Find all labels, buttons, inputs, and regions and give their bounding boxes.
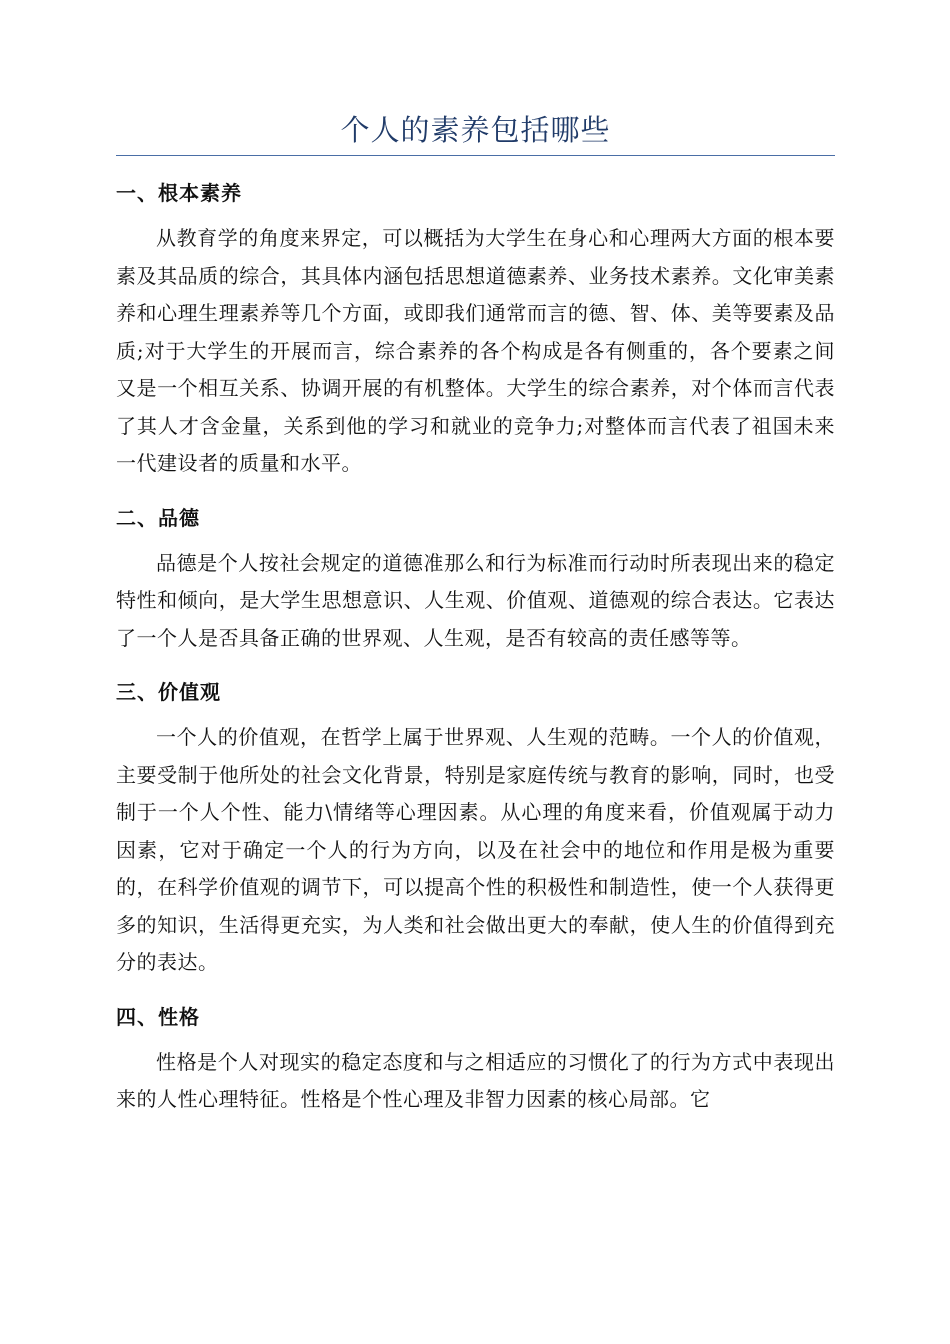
section-morality [116,505,835,658]
section-heading: 二、品德 [116,505,200,530]
section-paragraph: 一个人的价值观，在哲学上属于世界观、人生观的范畴。一个人的价值观，主要受制于他所处的社会文化背景，特别是家庭传统与教育的影响，同时，也受制于一个人个性、能力\情绪等心理因素。从心理的角度来看，价值观属于动力因素，它对于确定一个人的行为方向，以及在社会中的地位和作用是极为重要的，在科学价值观的调节下，可以提高个性的积极性和制造性，使一个人获得更多的知识，生活得更充实，为人类和社会做出更大的奉献，使人生的价值得到充分的表达。 [116,725,835,974]
section-heading: 一、根本素养 [116,181,242,205]
section-basic-literacy [116,180,835,483]
section-paragraph: 性格是个人对现实的稳定态度和与之相适应的习惯化了的行为方式中表现出来的人性心理特征。性格是个性心理及非智力因素的核心局部。它 [116,1049,835,1111]
section-character [116,1004,835,1119]
section-paragraph: 从教育学的角度来界定，可以概括为大学生在身心和心理两大方面的根本要素及其品质的综合，其具体内涵包括思想道德素养、业务技术素养。文化审美素养和心理生理素养等几个方面，或即我们通常而言的德、智、体、美等要素及品质;对于大学生的开展而言，综合素养的各个构成是各有侧重的，各个要素之间又是一个相互关系、协调开展的有机整体。大学生的综合素养，对个体而言代表了其人才含金量，关系到他的学习和就业的竞争力;对整体而言代表了祖国未来一代建设者的质量和水平。 [116,226,835,475]
document-title: 个人的素养包括哪些 [116,108,835,156]
section-values [116,679,835,982]
section-heading: 四、性格 [116,1004,200,1029]
section-heading: 三、价值观 [116,680,221,704]
section-paragraph: 品德是个人按社会规定的道德准那么和行为标准而行动时所表现出来的稳定特性和倾向，是大学生思想意识、人生观、价值观、道德观的综合表达。它表达了一个人是否具备正确的世界观、人生观，是否有较高的责任感等等。 [116,550,835,650]
document-page [116,108,835,1119]
